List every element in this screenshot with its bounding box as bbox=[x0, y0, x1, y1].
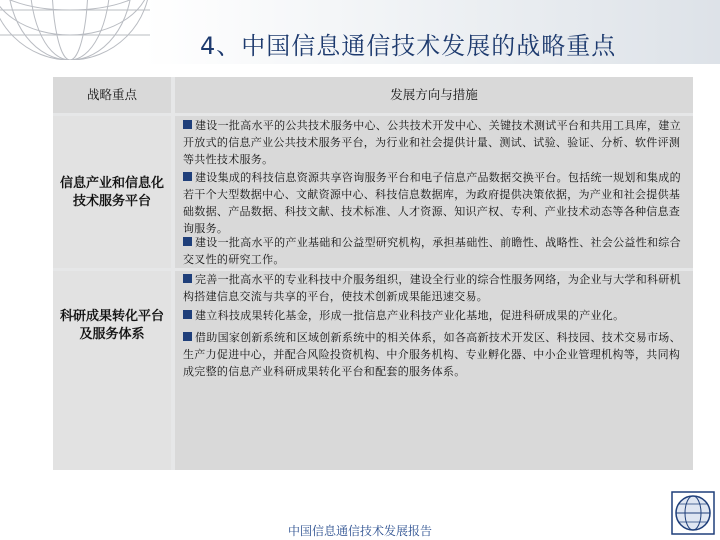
footer-text: 中国信息通信技术发展报告 bbox=[287, 524, 432, 538]
group2-left-cell bbox=[53, 271, 171, 470]
group1-item3-text: 建设一批高水平的产业基础和公益型研究机构，承担基础性、前瞻性、战略性、社会公益性和综合交叉性的研究工作。 bbox=[183, 236, 681, 266]
group2-item1 bbox=[183, 271, 683, 305]
group2-label-line1: 科研成果转化平台 bbox=[59, 309, 164, 324]
group2-item2-text: 建立科技成果转化基金，形成一批信息产业科技产业化基地，促进科研成果的产业化。 bbox=[195, 309, 625, 322]
square-bullet-icon bbox=[183, 310, 192, 319]
group1-item1-text: 建设一批高水平的公共技术服务中心、公共技术开发中心、关键技术测试平台和共用工具库，建立开放式的信息产业公共技术服务平台，为行业和社会提供计量、测试、试验、验证、分析、软件评测等共性技术服务。 bbox=[183, 119, 681, 166]
group2-item1-text: 完善一批高水平的专业科技中介服务组织，建设全行业的综合性服务网络，为企业与大学和科研机构搭建信息交流与共享的平台，使技术创新成果能迅速交易。 bbox=[183, 273, 681, 303]
square-bullet-icon bbox=[183, 274, 192, 283]
globe-icon bbox=[0, 0, 175, 60]
group2-item3-text: 借助国家创新系统和区域创新系统中的相关体系，如各高新技术开发区、科技园、技术交易市场、生产力促进中心，并配合风险投资机构、中介服务机构、专业孵化器、中小企业管理机构等，共同构成完整的信息产业科研成果转化平台和配套的服务体系。 bbox=[183, 331, 681, 378]
group1-label-line1: 信息产业和信息化 bbox=[59, 176, 164, 191]
square-bullet-icon bbox=[183, 237, 192, 246]
group1-item3 bbox=[183, 234, 683, 268]
group2-item2 bbox=[183, 307, 683, 324]
group2-label bbox=[53, 308, 171, 344]
square-bullet-icon bbox=[183, 120, 192, 129]
group1-item2-text: 建设集成的科技信息资源共享咨询服务平台和电子信息产品数据交换平台。包括统一规划和集成的若干个大型数据中心、文献资源中心、科技信息数据库，为政府提供决策依据，为产业和社会提供基础数据、产品数据、科技文献、技术标准、人才资源、知识产权、专利、产业技术动态等各种信息查询服务。 bbox=[183, 171, 681, 235]
group1-item1 bbox=[183, 117, 683, 168]
group1-item2 bbox=[183, 169, 683, 237]
square-bullet-icon bbox=[183, 332, 192, 341]
page-title: 4、中国信息通信技术发展的战略重点 bbox=[200, 32, 617, 60]
header-strategy-focus: 战略重点 bbox=[86, 87, 137, 102]
header-direction-measures: 发展方向与措施 bbox=[390, 87, 478, 102]
strategy-table bbox=[53, 77, 693, 470]
group1-label bbox=[53, 175, 171, 211]
group1-label-line2: 技术服务平台 bbox=[72, 194, 151, 209]
group2-label-line2: 及服务体系 bbox=[79, 327, 145, 342]
square-bullet-icon bbox=[183, 172, 192, 181]
group2-item3 bbox=[183, 329, 683, 380]
